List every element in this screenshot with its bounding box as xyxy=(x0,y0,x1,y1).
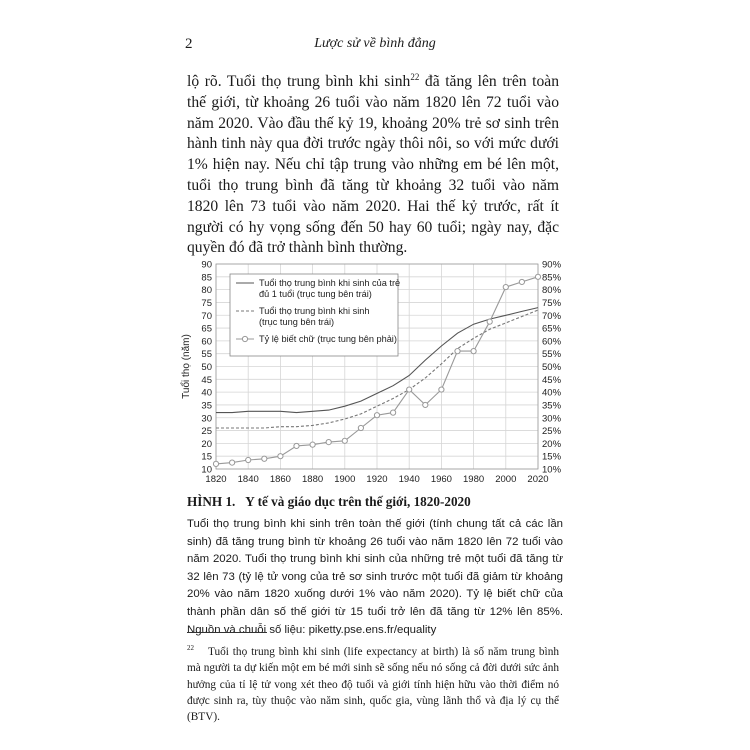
y-left-tick-label: 30 xyxy=(201,413,212,425)
series-point-3 xyxy=(310,442,315,447)
y-right-tick-label: 30% xyxy=(542,413,562,425)
x-tick-label: 1840 xyxy=(237,474,259,485)
y-left-tick-label: 55 xyxy=(201,349,212,361)
legend-marker-3 xyxy=(242,336,247,341)
series-point-3 xyxy=(262,456,267,461)
y-right-tick-label: 50% xyxy=(542,362,562,373)
y-axis-label: Tuổi thọ (năm) xyxy=(181,334,192,399)
series-point-3 xyxy=(503,284,508,289)
body-text-part1: lộ rõ. Tuổi thọ trung bình khi sinh xyxy=(187,73,411,90)
y-right-tick-label: 55% xyxy=(542,349,562,361)
life-expectancy-literacy-chart xyxy=(170,252,580,492)
page-number: 2 xyxy=(185,36,193,52)
y-right-tick-label: 45% xyxy=(542,374,562,386)
y-left-tick-label: 90 xyxy=(201,259,212,271)
series-point-3 xyxy=(230,460,235,465)
footnote-divider xyxy=(187,632,267,633)
y-left-tick-label: 25 xyxy=(201,426,212,438)
legend-label-1: Tuổi thọ trung bình khi sinh của trẻ xyxy=(259,278,401,288)
x-tick-label: 1880 xyxy=(302,474,324,485)
series-point-3 xyxy=(246,457,251,462)
figure-label: HÌNH 1. xyxy=(187,494,236,509)
series-point-3 xyxy=(455,349,460,354)
y-left-tick-label: 85 xyxy=(201,272,212,284)
y-left-tick-label: 80 xyxy=(201,285,212,297)
x-tick-label: 1940 xyxy=(398,474,420,485)
figure-title-text: Y tế và giáo dục trên thế giới, 1820-2020 xyxy=(245,494,471,509)
figure-title xyxy=(187,494,471,510)
figure-chart xyxy=(170,252,580,492)
series-point-3 xyxy=(358,425,363,430)
legend-label-2: (trục tung bên trái) xyxy=(259,317,335,327)
y-left-tick-label: 15 xyxy=(201,451,212,463)
figure-caption: Tuổi thọ trung bình khi sinh trên toàn thế giới (tính chung tất cả các lần sinh) đã tăng trung bình từ khoảng 26 tuổi vào năm 1820 lên 72 tuổi vào năm 2020. Tuổi thọ trung bình khi sinh của những trẻ một tuổi đã tăng từ 32 lên 73 (tỷ lệ tử vong của trẻ sơ sinh trước một tuổi đã giảm từ khoảng 20% vào năm 1820 xuống dưới 1% vào năm 2020). Tỷ lệ biết chữ của thành phần dân số thế giới từ 15 tuổi trở lên đã tăng từ 12% lên 85%. Nguồn và chuỗi số liệu: piketty.pse.ens.fr/equality xyxy=(187,518,563,636)
y-left-tick-label: 20 xyxy=(201,438,212,450)
body-text-part2: đã tăng lên trên toàn thế giới, từ khoảng 26 tuổi vào năm 1820 lên 72 tuổi vào năm 2020. Vào đầu thế kỷ 19, khoảng 20% trẻ sơ sinh trên hành tinh này qua đời trước ngày thôi nôi, so với mức dưới 1% hiện nay. Nếu chỉ tập trung vào những em bé lên một, tuổi thọ trung bình đã tăng từ khoảng 32 tuổi vào năm 1820 lên 73 tuổi vào năm 2020. Hai thế kỷ trước, rất ít người có hy vọng sống đến 50 hay 60 tuổi; ngày nay, đặc quyền đó đã trở thành bình thường. xyxy=(187,73,560,257)
x-tick-label: 1820 xyxy=(205,474,227,485)
series-point-3 xyxy=(471,349,476,354)
y-left-tick-label: 40 xyxy=(201,387,212,399)
series-point-3 xyxy=(342,438,347,443)
footnote-text: Tuổi thọ trung bình khi sinh (life expectancy at birth) là số năm trung bình mà người ta dự kiến một em bé mới sinh sẽ sống nếu nó sống cả đời dưới sức ảnh hưởng của tỉ lệ tử vong xét theo độ tuổi và giới tính hiện hữu vào thời điểm nó được sinh ra, tùy thuộc vào năm sinh, quốc gia, vùng lãnh thổ và địa lý cụ thể (BTV). xyxy=(187,645,559,724)
series-point-3 xyxy=(391,410,396,415)
y-right-tick-label: 75% xyxy=(542,297,562,309)
series-point-3 xyxy=(423,402,428,407)
series-point-3 xyxy=(439,387,444,392)
series-point-3 xyxy=(374,413,379,418)
y-left-tick-label: 45 xyxy=(201,374,212,386)
y-left-tick-label: 10 xyxy=(201,464,212,476)
running-title: Lược sử về bình đẳng xyxy=(314,36,436,51)
y-right-tick-label: 90% xyxy=(542,259,562,271)
footnote xyxy=(187,640,559,726)
x-tick-label: 1900 xyxy=(334,474,356,485)
series-point-3 xyxy=(407,387,412,392)
body-paragraph xyxy=(187,72,559,259)
footnote-marker: 22 xyxy=(187,644,194,652)
x-tick-label: 1960 xyxy=(430,474,452,485)
y-right-tick-label: 10% xyxy=(542,464,562,476)
y-right-tick-label: 65% xyxy=(542,323,562,335)
series-point-3 xyxy=(487,319,492,324)
series-point-3 xyxy=(294,443,299,448)
y-right-tick-label: 60% xyxy=(542,336,562,348)
legend-label-3: Tỷ lệ biết chữ (trục tung bên phải) xyxy=(259,334,397,344)
y-right-tick-label: 85% xyxy=(542,272,562,284)
y-right-tick-label: 70% xyxy=(542,310,562,322)
y-left-tick-label: 35 xyxy=(201,400,212,412)
series-point-3 xyxy=(519,279,524,284)
y-left-tick-label: 70 xyxy=(201,310,212,322)
y-right-tick-label: 20% xyxy=(542,438,562,450)
series-point-3 xyxy=(213,461,218,466)
y-right-tick-label: 80% xyxy=(542,285,562,297)
y-left-tick-label: 65 xyxy=(201,323,212,335)
legend-label-1: đủ 1 tuổi (trục tung bên trái) xyxy=(259,289,372,299)
legend-label-2: Tuổi thọ trung bình khi sinh xyxy=(259,306,370,316)
x-tick-label: 1980 xyxy=(463,474,485,485)
x-tick-label: 2000 xyxy=(495,474,517,485)
y-left-tick-label: 75 xyxy=(201,297,212,309)
y-right-tick-label: 25% xyxy=(542,426,562,438)
y-right-tick-label: 35% xyxy=(542,400,562,412)
y-left-tick-label: 60 xyxy=(201,336,212,348)
y-left-tick-label: 50 xyxy=(201,362,212,373)
y-right-tick-label: 40% xyxy=(542,387,562,399)
x-tick-label: 2020 xyxy=(527,474,549,485)
x-tick-label: 1860 xyxy=(269,474,291,485)
series-point-3 xyxy=(535,274,540,279)
y-right-tick-label: 15% xyxy=(542,451,562,463)
x-tick-label: 1920 xyxy=(366,474,388,485)
series-point-3 xyxy=(326,439,331,444)
footnote-reference[interactable]: 22 xyxy=(410,71,420,82)
series-point-3 xyxy=(278,454,283,459)
